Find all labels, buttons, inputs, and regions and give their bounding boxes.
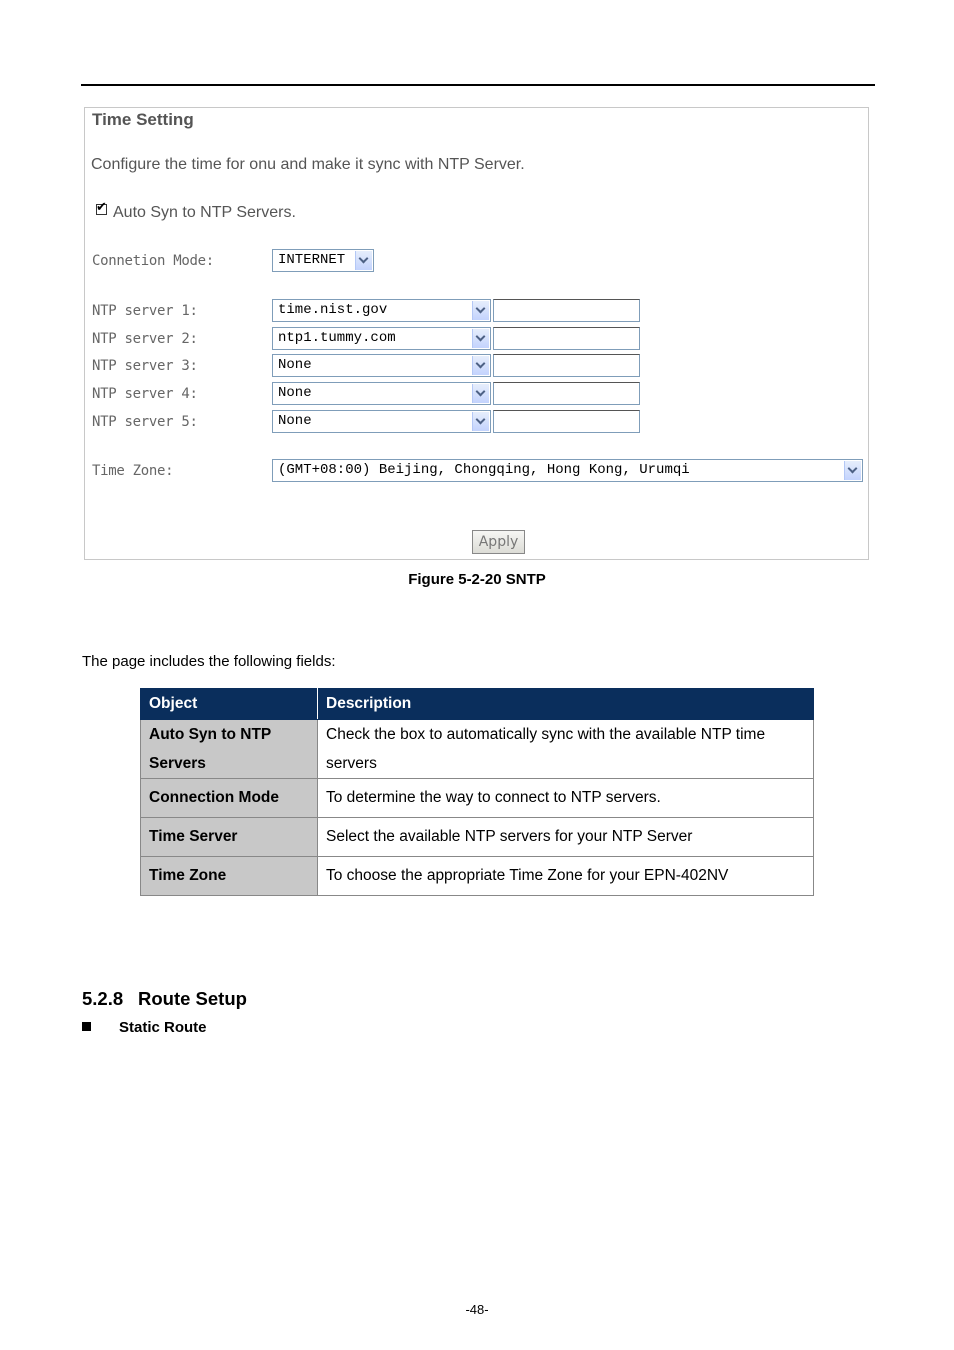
ntp-server-3-value: None [278,357,312,373]
panel-title: Time Setting [92,110,194,129]
ntp-server-1-custom-input[interactable] [493,299,640,322]
header-description: Description [318,689,814,720]
fields-table [140,688,814,896]
auto-sync-checkbox[interactable] [96,204,107,215]
chevron-down-icon[interactable] [355,251,372,270]
ntp-server-2-label: NTP server 2: [92,331,198,347]
ntp-server-2-value: ntp1.tummy.com [278,330,396,346]
ntp-server-4-select[interactable] [272,382,491,405]
table-row [141,857,814,896]
table-row [141,818,814,857]
ntp-server-1-label: NTP server 1: [92,303,198,319]
connection-mode-select[interactable] [272,249,374,272]
ntp-server-5-select[interactable] [272,410,491,433]
row-object: Connection Mode [141,779,318,818]
panel-description: Configure the time for onu and make it sync with NTP Server. [91,156,525,173]
bullet-item [82,1019,207,1036]
chevron-down-icon[interactable] [844,461,861,480]
ntp-server-3-custom-input[interactable] [493,354,640,377]
auto-sync-option[interactable] [96,204,296,222]
apply-button[interactable]: Apply [472,530,525,554]
auto-sync-label: Auto Syn to NTP Servers. [113,204,296,221]
time-setting-panel [84,107,869,560]
ntp-server-1-value: time.nist.gov [278,302,388,318]
table-header-row [141,689,814,720]
ntp-server-5-label: NTP server 5: [92,414,198,430]
time-zone-label: Time Zone: [92,463,174,479]
chevron-down-icon[interactable] [472,412,489,431]
header-rule [81,84,875,86]
ntp-server-5-custom-input[interactable] [493,410,640,433]
section-heading [82,988,247,1010]
ntp-server-4-value: None [278,385,312,401]
connection-mode-value: INTERNET [278,252,346,268]
time-zone-value: (GMT+08:00) Beijing, Chongqing, Hong Kong, Urumqi [278,462,690,478]
ntp-server-5-value: None [278,413,312,429]
chevron-down-icon[interactable] [472,301,489,320]
row-object: Time Zone [141,857,318,896]
ntp-server-4-label: NTP server 4: [92,386,198,402]
section-title: Route Setup [138,988,247,1009]
connection-mode-label: Connetion Mode: [92,253,214,269]
table-row [141,779,814,818]
bullet-text: Static Route [119,1019,207,1036]
ntp-server-3-select[interactable] [272,354,491,377]
time-zone-select[interactable] [272,459,863,482]
row-object: Time Server [141,818,318,857]
ntp-server-3-label: NTP server 3: [92,358,198,374]
section-number: 5.2.8 [82,988,124,1009]
row-object: Auto Syn to NTP Servers [141,720,318,779]
header-object: Object [141,689,318,720]
row-description: To choose the appropriate Time Zone for your EPN-402NV [318,857,814,896]
chevron-down-icon[interactable] [472,356,489,375]
figure-caption: Figure 5-2-20 SNTP [408,571,546,588]
table-row [141,720,814,779]
chevron-down-icon[interactable] [472,329,489,348]
ntp-server-1-select[interactable] [272,299,491,322]
row-description: Select the available NTP servers for your NTP Server [318,818,814,857]
page-number: -48- [465,1302,489,1317]
ntp-server-2-select[interactable] [272,327,491,350]
ntp-server-2-custom-input[interactable] [493,327,640,350]
row-description: To determine the way to connect to NTP servers. [318,779,814,818]
row-description: Check the box to automatically sync with the available NTP time servers [318,720,814,779]
intro-text: The page includes the following fields: [82,653,336,670]
ntp-server-4-custom-input[interactable] [493,382,640,405]
square-bullet-icon [82,1022,91,1031]
chevron-down-icon[interactable] [472,384,489,403]
